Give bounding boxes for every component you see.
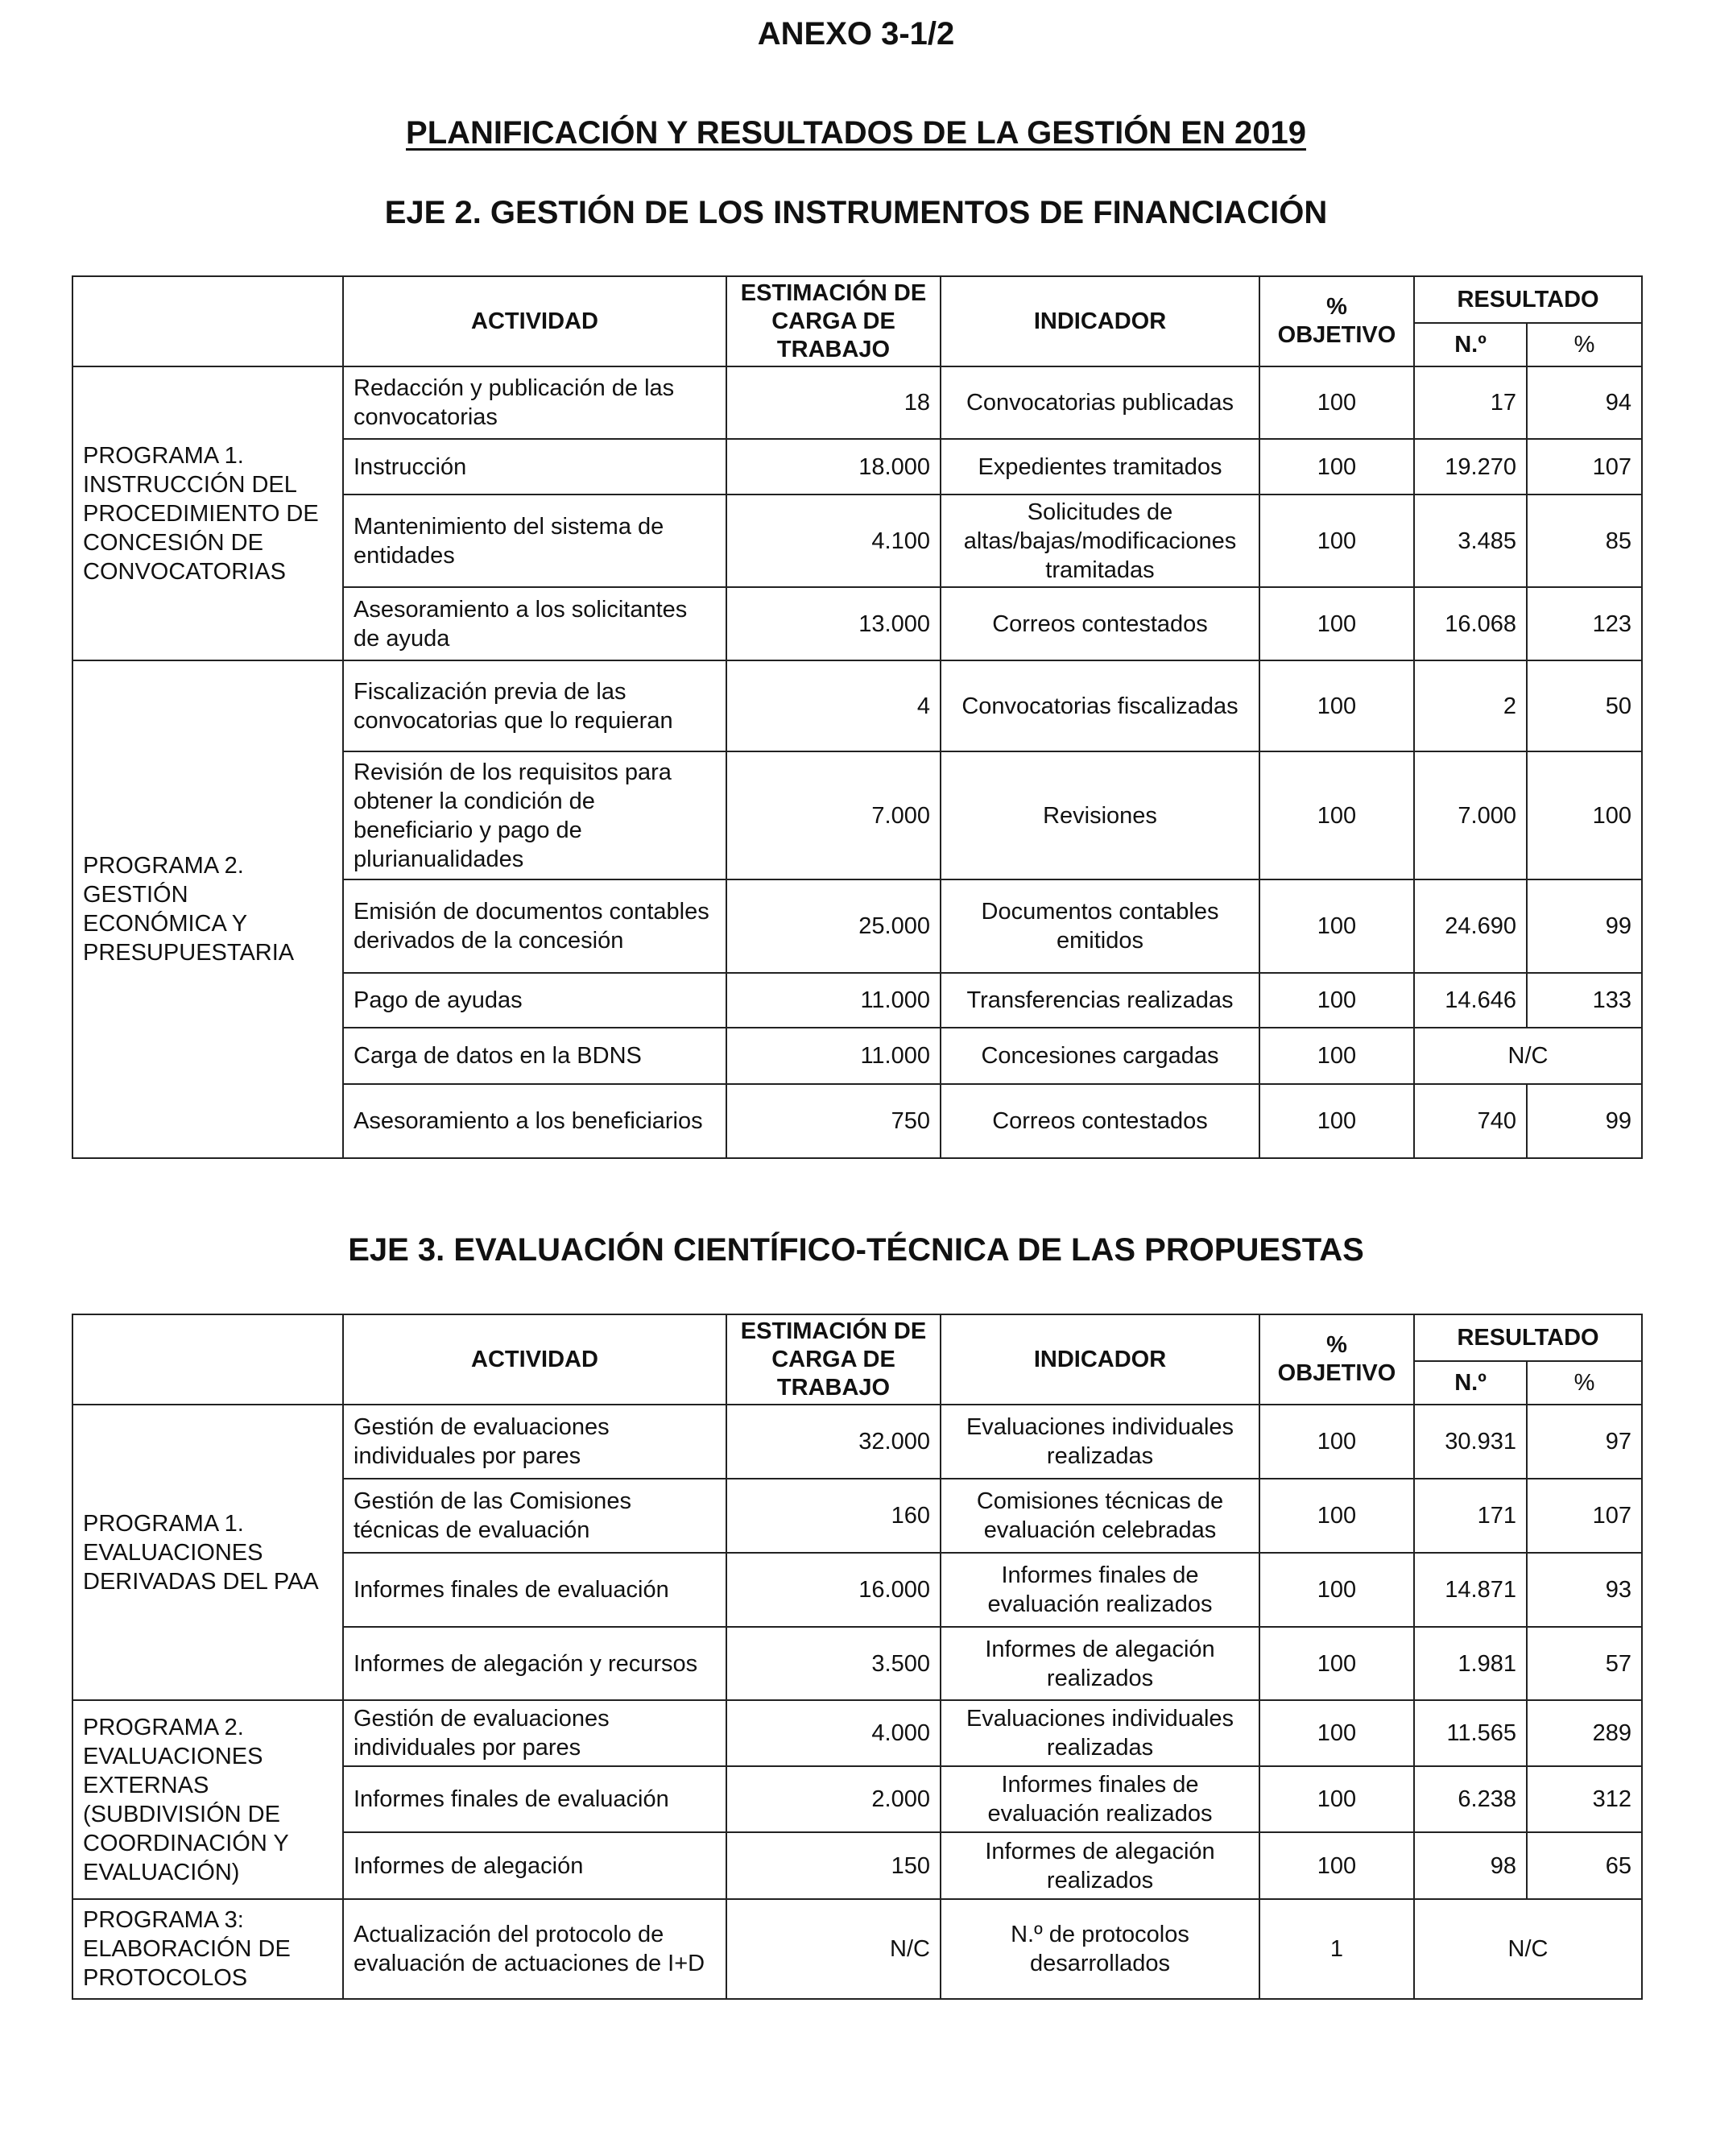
header-estimacion: ESTIMACIÓN DE CARGA DE TRABAJO: [726, 1314, 941, 1405]
header-resultado-n: N.º: [1414, 1361, 1527, 1405]
resultado-pct-cell: 57: [1527, 1627, 1642, 1700]
header-resultado: RESULTADO: [1414, 276, 1642, 323]
indicador-cell: Transferencias realizadas: [941, 973, 1259, 1028]
header-actividad: ACTIVIDAD: [343, 1314, 726, 1405]
indicador-cell: Revisiones: [941, 751, 1259, 879]
estimacion-cell: 32.000: [726, 1405, 941, 1479]
resultado-n-cell: 17: [1414, 366, 1527, 439]
resultado-n-cell: 6.238: [1414, 1766, 1527, 1832]
actividad-cell: Informes de alegación y recursos: [343, 1627, 726, 1700]
indicador-cell: Convocatorias fiscalizadas: [941, 660, 1259, 751]
actividad-cell: Pago de ayudas: [343, 973, 726, 1028]
objetivo-cell: 1: [1259, 1899, 1414, 1999]
header-indicador: INDICADOR: [941, 276, 1259, 366]
table-row: [72, 1700, 1642, 1766]
header-resultado-pct: %: [1527, 1361, 1642, 1405]
actividad-cell: Carga de datos en la BDNS: [343, 1028, 726, 1084]
indicador-cell: Correos contestados: [941, 587, 1259, 660]
estimacion-cell: 150: [726, 1832, 941, 1899]
objetivo-cell: 100: [1259, 1627, 1414, 1700]
resultado-n-cell: 24.690: [1414, 879, 1527, 973]
document-title: [0, 115, 1712, 151]
table-row: [72, 1899, 1642, 1999]
header-actividad: ACTIVIDAD: [343, 276, 726, 366]
objetivo-cell: 100: [1259, 1479, 1414, 1553]
header-row: [72, 276, 1642, 323]
actividad-cell: Emisión de documentos contables derivados de la concesión: [343, 879, 726, 973]
resultado-n-cell: 740: [1414, 1084, 1527, 1158]
estimacion-cell: 160: [726, 1479, 941, 1553]
indicador-cell: Informes de alegación realizados: [941, 1832, 1259, 1899]
header-resultado: RESULTADO: [1414, 1314, 1642, 1361]
indicador-cell: Convocatorias publicadas: [941, 366, 1259, 439]
indicador-cell: Informes finales de evaluación realizados: [941, 1553, 1259, 1627]
indicador-cell: Correos contestados: [941, 1084, 1259, 1158]
objetivo-cell: 100: [1259, 1832, 1414, 1899]
indicador-cell: Expedientes tramitados: [941, 439, 1259, 495]
resultado-pct-cell: 97: [1527, 1405, 1642, 1479]
actividad-cell: Asesoramiento a los beneficiarios: [343, 1084, 726, 1158]
objetivo-cell: 100: [1259, 1700, 1414, 1766]
estimacion-cell: 750: [726, 1084, 941, 1158]
resultado-n-cell: 7.000: [1414, 751, 1527, 879]
indicador-cell: Informes finales de evaluación realizados: [941, 1766, 1259, 1832]
header-row: [72, 1314, 1642, 1361]
program-name: PROGRAMA 1. EVALUACIONES DERIVADAS DEL PAA: [72, 1405, 343, 1700]
header-indicador: INDICADOR: [941, 1314, 1259, 1405]
resultado-n-cell: 14.646: [1414, 973, 1527, 1028]
header-objetivo: % OBJETIVO: [1259, 276, 1414, 366]
indicador-cell: Solicitudes de altas/bajas/modificaciones tramitadas: [941, 495, 1259, 587]
resultado-pct-cell: 65: [1527, 1832, 1642, 1899]
estimacion-cell: 4.100: [726, 495, 941, 587]
objetivo-cell: 100: [1259, 751, 1414, 879]
actividad-cell: Informes de alegación: [343, 1832, 726, 1899]
resultado-pct-cell: 133: [1527, 973, 1642, 1028]
estimacion-cell: 7.000: [726, 751, 941, 879]
resultado-pct-cell: 99: [1527, 1084, 1642, 1158]
eje3-table: [72, 1314, 1643, 2000]
objetivo-cell: 100: [1259, 587, 1414, 660]
resultado-n-cell: 16.068: [1414, 587, 1527, 660]
eje2-title: EJE 2. GESTIÓN DE LOS INSTRUMENTOS DE FINANCIACIÓN: [384, 195, 1328, 230]
indicador-cell: Comisiones técnicas de evaluación celebradas: [941, 1479, 1259, 1553]
header-resultado-pct: %: [1527, 323, 1642, 366]
header-empty-cell: [72, 1314, 343, 1405]
objetivo-cell: 100: [1259, 1553, 1414, 1627]
estimacion-cell: 16.000: [726, 1553, 941, 1627]
header-objetivo: % OBJETIVO: [1259, 1314, 1414, 1405]
actividad-cell: Informes finales de evaluación: [343, 1766, 726, 1832]
objetivo-cell: 100: [1259, 1028, 1414, 1084]
resultado-pct-cell: 100: [1527, 751, 1642, 879]
actividad-cell: Gestión de las Comisiones técnicas de evaluación: [343, 1479, 726, 1553]
resultado-n-cell: 19.270: [1414, 439, 1527, 495]
document-title-text: PLANIFICACIÓN Y RESULTADOS DE LA GESTIÓN EN 2019: [406, 115, 1306, 151]
header-estimacion: ESTIMACIÓN DE CARGA DE TRABAJO: [726, 276, 941, 366]
objetivo-cell: 100: [1259, 439, 1414, 495]
resultado-pct-cell: 123: [1527, 587, 1642, 660]
program-name: PROGRAMA 2. EVALUACIONES EXTERNAS (SUBDIVISIÓN DE COORDINACIÓN Y EVALUACIÓN): [72, 1700, 343, 1899]
resultado-n-cell: 11.565: [1414, 1700, 1527, 1766]
indicador-cell: Informes de alegación realizados: [941, 1627, 1259, 1700]
resultado-n-cell: 2: [1414, 660, 1527, 751]
actividad-cell: Informes finales de evaluación: [343, 1553, 726, 1627]
objetivo-cell: 100: [1259, 495, 1414, 587]
resultado-n-cell: 30.931: [1414, 1405, 1527, 1479]
resultado-n-cell: 98: [1414, 1832, 1527, 1899]
resultado-merged-cell: N/C: [1414, 1028, 1642, 1084]
resultado-pct-cell: 99: [1527, 879, 1642, 973]
indicador-cell: N.º de protocolos desarrollados: [941, 1899, 1259, 1999]
header-empty-cell: [72, 276, 343, 366]
objetivo-cell: 100: [1259, 366, 1414, 439]
estimacion-cell: N/C: [726, 1899, 941, 1999]
program-name: PROGRAMA 3: ELABORACIÓN DE PROTOCOLOS: [72, 1899, 343, 1999]
program-name: PROGRAMA 2. GESTIÓN ECONÓMICA Y PRESUPUESTARIA: [72, 660, 343, 1158]
resultado-n-cell: 14.871: [1414, 1553, 1527, 1627]
estimacion-cell: 4.000: [726, 1700, 941, 1766]
table-row: [72, 366, 1642, 439]
eje3-title: EJE 3. EVALUACIÓN CIENTÍFICO-TÉCNICA DE LAS PROPUESTAS: [348, 1232, 1364, 1268]
indicador-cell: Concesiones cargadas: [941, 1028, 1259, 1084]
resultado-n-cell: 1.981: [1414, 1627, 1527, 1700]
estimacion-cell: 4: [726, 660, 941, 751]
objetivo-cell: 100: [1259, 1405, 1414, 1479]
resultado-pct-cell: 85: [1527, 495, 1642, 587]
resultado-merged-cell: N/C: [1414, 1899, 1642, 1999]
resultado-pct-cell: 107: [1527, 1479, 1642, 1553]
estimacion-cell: 3.500: [726, 1627, 941, 1700]
actividad-cell: Asesoramiento a los solicitantes de ayuda: [343, 587, 726, 660]
resultado-pct-cell: 289: [1527, 1700, 1642, 1766]
estimacion-cell: 18.000: [726, 439, 941, 495]
actividad-cell: Instrucción: [343, 439, 726, 495]
resultado-pct-cell: 50: [1527, 660, 1642, 751]
annex-heading: ANEXO 3-1/2: [757, 16, 955, 52]
resultado-n-cell: 171: [1414, 1479, 1527, 1553]
resultado-pct-cell: 312: [1527, 1766, 1642, 1832]
actividad-cell: Revisión de los requisitos para obtener la condición de beneficiario y pago de plurianualidades: [343, 751, 726, 879]
objetivo-cell: 100: [1259, 1766, 1414, 1832]
indicador-cell: Documentos contables emitidos: [941, 879, 1259, 973]
actividad-cell: Mantenimiento del sistema de entidades: [343, 495, 726, 587]
eje2-table: [72, 275, 1643, 1159]
resultado-pct-cell: 94: [1527, 366, 1642, 439]
actividad-cell: Gestión de evaluaciones individuales por pares: [343, 1700, 726, 1766]
actividad-cell: Redacción y publicación de las convocatorias: [343, 366, 726, 439]
header-resultado-n: N.º: [1414, 323, 1527, 366]
table-row: [72, 1405, 1642, 1479]
estimacion-cell: 11.000: [726, 973, 941, 1028]
estimacion-cell: 2.000: [726, 1766, 941, 1832]
program-name: PROGRAMA 1. INSTRUCCIÓN DEL PROCEDIMIENTO DE CONCESIÓN DE CONVOCATORIAS: [72, 366, 343, 660]
indicador-cell: Evaluaciones individuales realizadas: [941, 1700, 1259, 1766]
actividad-cell: Actualización del protocolo de evaluación de actuaciones de I+D: [343, 1899, 726, 1999]
resultado-n-cell: 3.485: [1414, 495, 1527, 587]
objetivo-cell: 100: [1259, 879, 1414, 973]
actividad-cell: Fiscalización previa de las convocatorias que lo requieran: [343, 660, 726, 751]
resultado-pct-cell: 93: [1527, 1553, 1642, 1627]
resultado-pct-cell: 107: [1527, 439, 1642, 495]
indicador-cell: Evaluaciones individuales realizadas: [941, 1405, 1259, 1479]
estimacion-cell: 18: [726, 366, 941, 439]
actividad-cell: Gestión de evaluaciones individuales por pares: [343, 1405, 726, 1479]
objetivo-cell: 100: [1259, 660, 1414, 751]
table-row: [72, 660, 1642, 751]
estimacion-cell: 11.000: [726, 1028, 941, 1084]
objetivo-cell: 100: [1259, 1084, 1414, 1158]
objetivo-cell: 100: [1259, 973, 1414, 1028]
estimacion-cell: 13.000: [726, 587, 941, 660]
estimacion-cell: 25.000: [726, 879, 941, 973]
